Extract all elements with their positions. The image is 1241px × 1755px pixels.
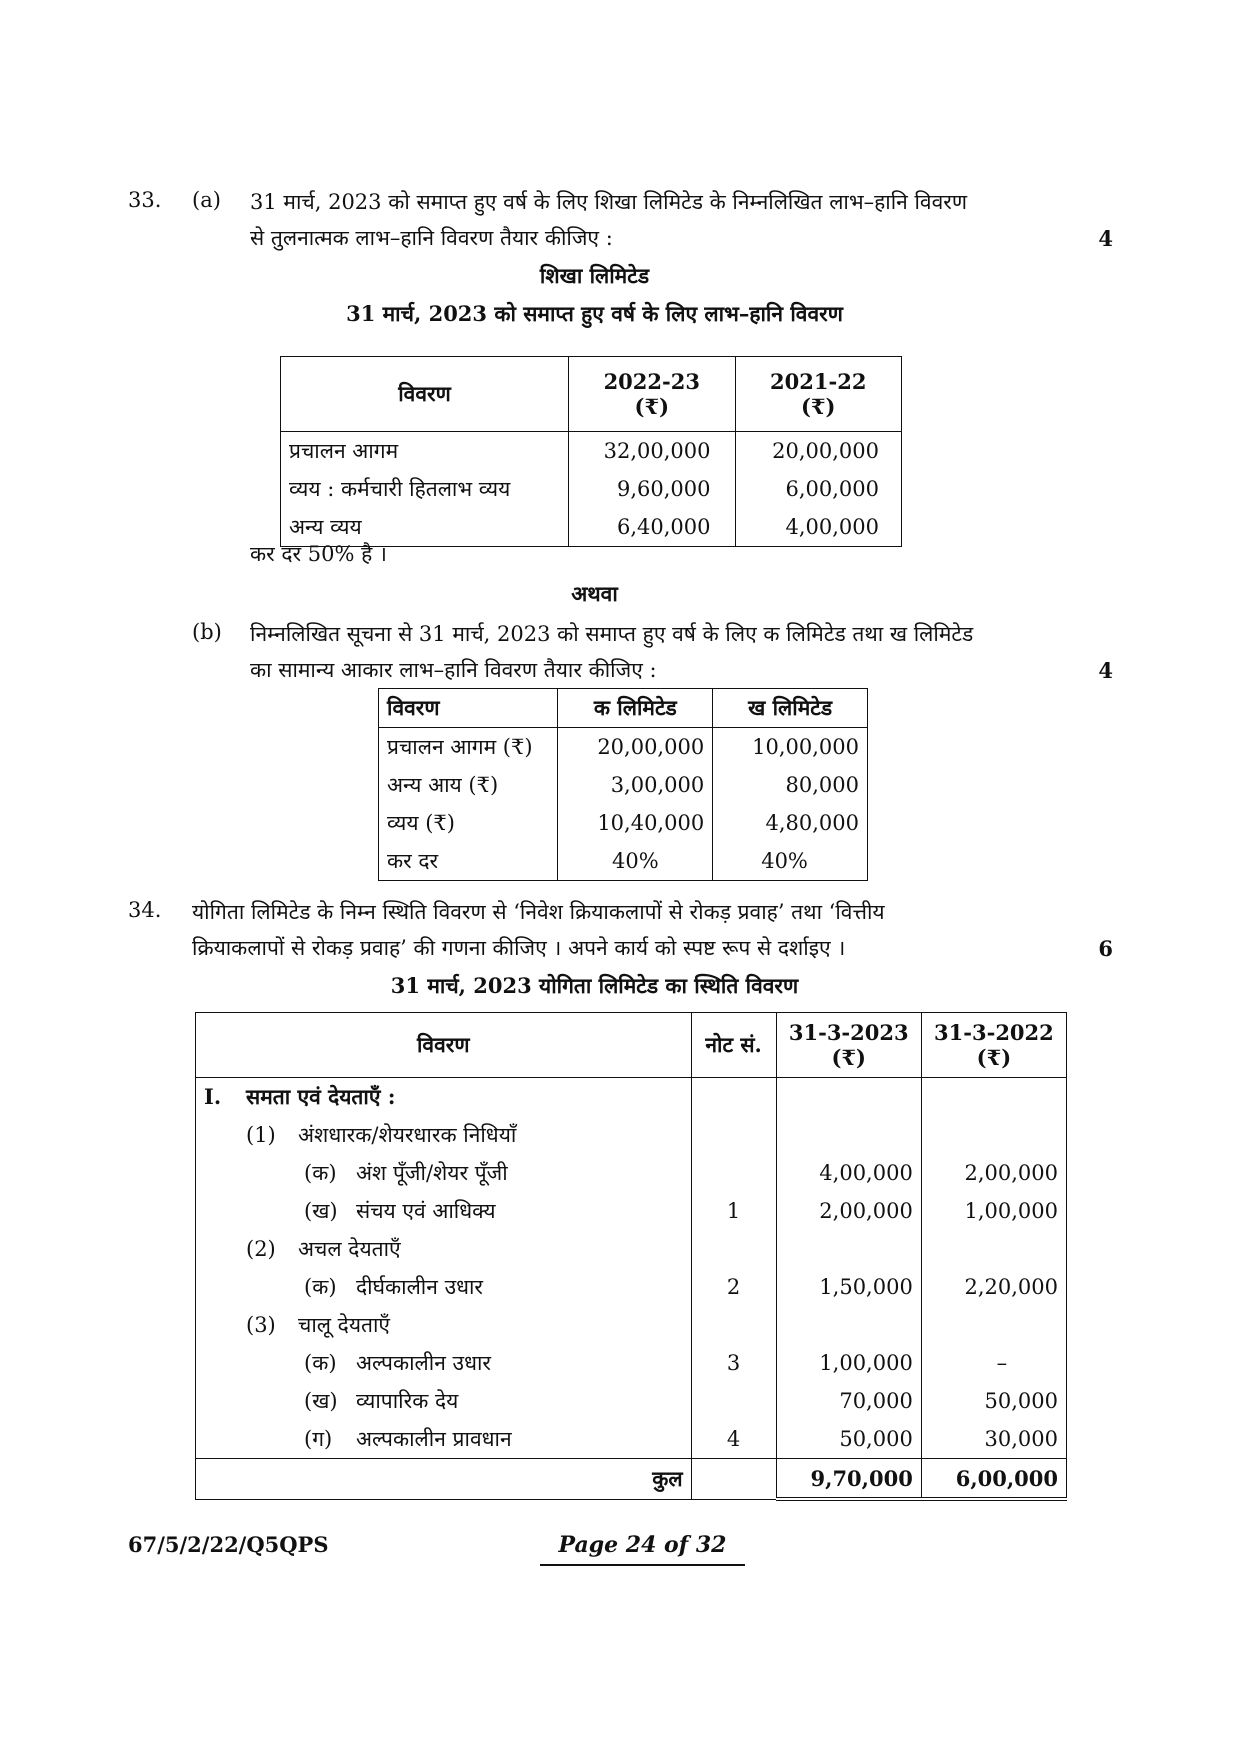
q33b-header-particulars: विवरण <box>379 689 558 728</box>
row-label: प्रचालन आगम (₹) <box>379 728 558 767</box>
row-value-kha: 40% <box>713 842 868 881</box>
row-value-2022: 4,00,000 <box>735 508 902 547</box>
row-value-kha: 4,80,000 <box>713 804 868 842</box>
row-value-2023: 6,40,000 <box>569 508 735 547</box>
row-label: प्रचालन आगम <box>281 432 569 471</box>
row-value-ka: 3,00,000 <box>558 766 713 804</box>
section-heading: I. समता एवं देयताएँ : <box>196 1078 692 1117</box>
q33b-marks: 4 <box>1098 658 1113 683</box>
row-label: कर दर <box>379 842 558 881</box>
row-label: (क) दीर्घकालीन उधार <box>196 1268 692 1306</box>
q33b-text-line1: निम्नलिखित सूचना से 31 मार्च, 2023 को समाप्त हुए वर्ष के लिए क लिमिटेड तथा ख लिमिटेड <box>250 622 974 646</box>
row-label: व्यय : कर्मचारी हितलाभ व्यय <box>281 470 569 508</box>
q33b-label: (b) <box>192 620 222 644</box>
row-label: (ख) व्यापारिक देय <box>196 1382 692 1420</box>
paper-code: 67/5/2/22/Q5QPS <box>128 1532 329 1557</box>
table-row <box>379 728 868 767</box>
q34-header-2023: 31-3-2023 (₹) <box>776 1013 921 1078</box>
row-label: अन्य आय (₹) <box>379 766 558 804</box>
or-separator: अथवा <box>571 581 618 606</box>
page-number: Page 24 of 32 <box>540 1532 745 1566</box>
q33b-header-kha-limited: ख लिमिटेड <box>713 689 868 728</box>
q34-header-particulars: विवरण <box>196 1013 692 1078</box>
table-row <box>379 804 868 842</box>
total-label: कुल <box>196 1459 692 1500</box>
row-label: (क) अल्पकालीन उधार <box>196 1344 692 1382</box>
row-value-2023: 9,60,000 <box>569 470 735 508</box>
row-value-2022: 20,00,000 <box>735 432 902 471</box>
q33a-company-title: शिखा लिमिटेड <box>539 263 650 288</box>
q34-number: 34. <box>128 898 162 922</box>
total-row <box>196 1459 1067 1500</box>
row-value-ka: 10,40,000 <box>558 804 713 842</box>
row-label: (ग) अल्पकालीन प्रावधान <box>196 1420 692 1459</box>
table-row <box>379 842 868 881</box>
q34-header-note-no: नोट सं. <box>691 1013 776 1078</box>
q33a-table <box>280 356 902 547</box>
q33b-table <box>378 688 868 881</box>
row-value-2022: 6,00,000 <box>735 470 902 508</box>
table-row: (क) दीर्घकालीन उधार 2 1,50,000 2,20,000 <box>196 1268 1067 1306</box>
q33a-marks: 4 <box>1098 226 1113 251</box>
row-label: (2) अचल देयताएँ <box>196 1230 692 1268</box>
table-row <box>196 1078 1067 1117</box>
q34-text-line2: क्रियाकलापों से रोकड़ प्रवाह’ की गणना कीजिए । अपने कार्य को स्पष्ट रूप से दर्शाइए । <box>192 936 846 960</box>
table-row: (ख) संचय एवं आधिक्य 1 2,00,000 1,00,000 <box>196 1192 1067 1230</box>
table-row: (क) अंश पूँजी/शेयर पूँजी 4,00,000 2,00,000 <box>196 1154 1067 1192</box>
table-row <box>196 1116 1067 1154</box>
table-row <box>196 1230 1067 1268</box>
q34-marks: 6 <box>1098 936 1113 961</box>
row-label: (3) चालू देयताएँ <box>196 1306 692 1344</box>
row-label: (ख) संचय एवं आधिक्य <box>196 1192 692 1230</box>
q33a-statement-title: 31 मार्च, 2023 को समाप्त हुए वर्ष के लिए लाभ–हानि विवरण <box>346 301 843 326</box>
q33a-tax-note: कर दर 50% है । <box>250 542 387 566</box>
row-label: (क) अंश पूँजी/शेयर पूँजी <box>196 1154 692 1192</box>
row-label: अन्य व्यय <box>281 508 569 547</box>
q33b-header-ka-limited: क लिमिटेड <box>558 689 713 728</box>
q33a-text-line1: 31 मार्च, 2023 को समाप्त हुए वर्ष के लिए शिखा लिमिटेड के निम्नलिखित लाभ–हानि विवरण <box>250 190 968 214</box>
row-label: (1) अंशधारक/शेयरधारक निधियाँ <box>196 1116 692 1154</box>
table-row <box>281 470 902 508</box>
q34-balance-sheet-title: 31 मार्च, 2023 योगिता लिमिटेड का स्थिति विवरण <box>390 973 799 998</box>
q33b-text-line2: का सामान्य आकार लाभ–हानि विवरण तैयार कीजिए : <box>250 658 657 682</box>
table-row <box>379 766 868 804</box>
row-value-ka: 40% <box>558 842 713 881</box>
table-row: (क) अल्पकालीन उधार 3 1,00,000 – <box>196 1344 1067 1382</box>
row-value-kha: 80,000 <box>713 766 868 804</box>
q33a-header-2021-22: 2021-22 (₹) <box>735 357 902 432</box>
table-row <box>196 1306 1067 1344</box>
table-row: (ख) व्यापारिक देय 70,000 50,000 <box>196 1382 1067 1420</box>
row-value-2023: 32,00,000 <box>569 432 735 471</box>
q33a-header-particulars: विवरण <box>281 357 569 432</box>
table-row: (ग) अल्पकालीन प्रावधान 4 50,000 30,000 <box>196 1420 1067 1459</box>
q34-header-2022: 31-3-2022 (₹) <box>921 1013 1066 1078</box>
row-value-ka: 20,00,000 <box>558 728 713 767</box>
total-2022: 6,00,000 <box>921 1459 1066 1500</box>
q33a-text-line2: से तुलनात्मक लाभ–हानि विवरण तैयार कीजिए : <box>250 226 613 250</box>
table-row <box>281 432 902 471</box>
q33a-label: (a) <box>192 188 221 212</box>
q34-balance-sheet-table <box>195 1012 1067 1501</box>
row-label: व्यय (₹) <box>379 804 558 842</box>
q33a-header-2022-23: 2022-23 (₹) <box>569 357 735 432</box>
q34-text-line1: योगिता लिमिटेड के निम्न स्थिति विवरण से ‘निवेश क्रियाकलापों से रोकड़ प्रवाह’ तथा ‘वित्तीय <box>192 900 885 924</box>
row-value-kha: 10,00,000 <box>713 728 868 767</box>
total-2023: 9,70,000 <box>776 1459 921 1500</box>
q33-number: 33. <box>128 188 162 212</box>
